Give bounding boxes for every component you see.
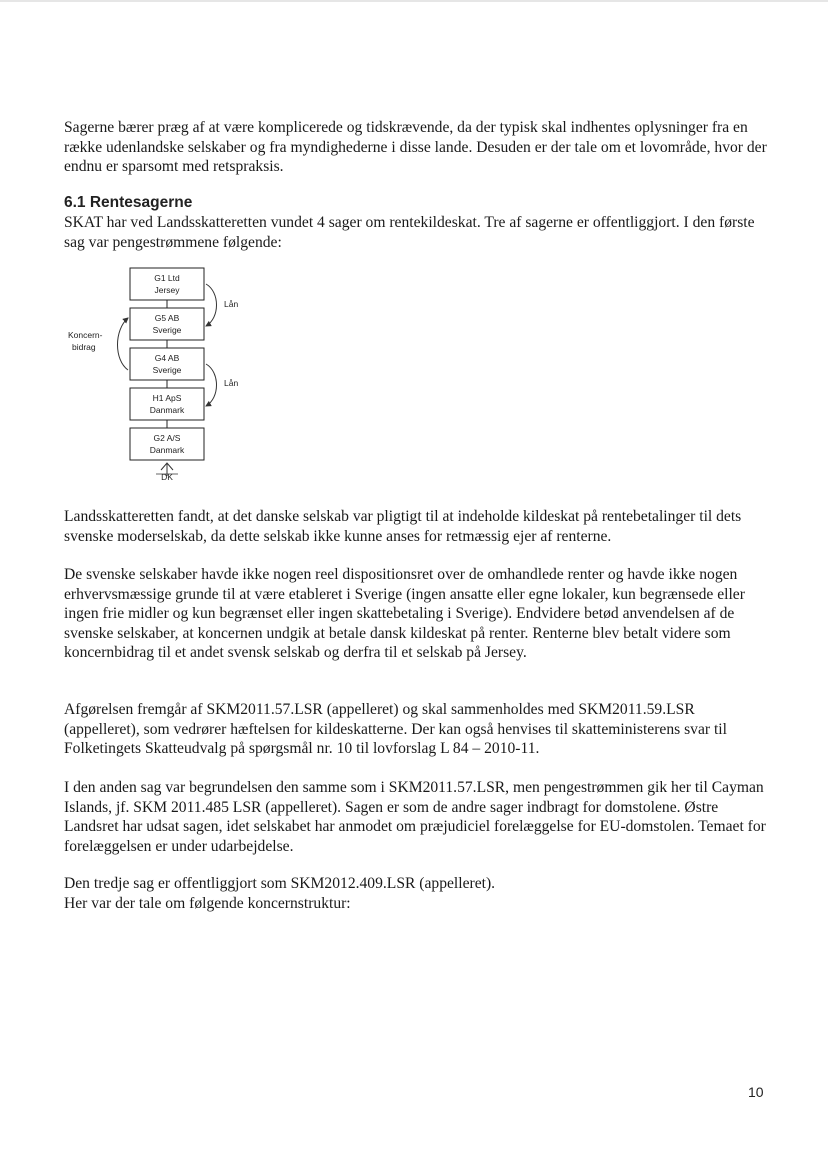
entity-g5-country: Sverige: [152, 325, 182, 335]
group-contribution-label-2: bidrag: [72, 342, 96, 352]
paragraph-tribunal-finding: Landsskatteretten fandt, at det danske selskab var pligtigt til at indeholde kildeskat på rentebetalinger til dets svenske moderselskab, da dette selskab ikke kunne anses for retmæssig ejer af renterne.: [64, 508, 742, 545]
dk-label: DK: [161, 472, 173, 482]
corporate-structure-diagram: [60, 262, 260, 484]
entity-box-g2: [130, 428, 204, 460]
third-case-line-2: Her var der tale om følgende koncernstruktur:: [64, 894, 351, 912]
entity-g1-name: G1 Ltd: [154, 273, 180, 283]
third-case-line-1: Den tredje sag er offentliggjort som SKM2012.409.LSR (appelleret).: [64, 875, 496, 892]
entity-g1-country: Jersey: [154, 285, 180, 295]
entity-g5-name: G5 AB: [154, 313, 180, 323]
loan-arrow-2: [206, 364, 217, 406]
entity-g2-name: G2 A/S: [153, 433, 181, 443]
entity-g4-country: Sverige: [152, 365, 182, 375]
entity-box-h1: [130, 388, 204, 420]
group-contribution-arrow: [118, 318, 129, 370]
loan-arrow-1: [206, 284, 217, 326]
page-top-border: [0, 0, 828, 2]
loan-label-1: Lån: [224, 299, 239, 309]
entity-box-g4: [130, 348, 204, 380]
paragraph-decision-reference: Afgørelsen fremgår af SKM2011.57.LSR (appelleret) og skal sammenholdes med SKM2011.59.LSR (appelleret), som vedrører hæftelsen for kildeskatterne. Der kan også henvises til skatteministerens svar til Folketingets Skatteudvalg på spørgsmål nr. 10 til lovforslag L 84 – 2010-11.: [64, 701, 727, 757]
entity-box-g1: [130, 268, 204, 300]
entity-h1-country: Danmark: [149, 405, 185, 415]
paragraph-case-intro: SKAT har ved Landsskatteretten vundet 4 sager om rentekildeskat. Tre af sagerne er offentliggjort. I den første sag var pengestrømmene følgende:: [64, 214, 755, 251]
entity-g2-country: Danmark: [149, 445, 185, 455]
page-number: 10: [748, 1084, 764, 1100]
paragraph-intro: Sagerne bærer præg af at være komplicerede og tidskrævende, da der typisk skal indhentes oplysninger fra en række udenlandske selskaber og fra myndighederne i disse lande. Desuden er der tale om et lovområde, hvor der endnu er sparsomt med retspraksis.: [64, 119, 767, 175]
group-contribution-label-1: Koncern-: [68, 330, 103, 340]
section-heading: 6.1 Rentesagerne: [64, 194, 193, 211]
entity-h1-name: H1 ApS: [152, 393, 182, 403]
entity-g4-name: G4 AB: [154, 353, 180, 363]
loan-label-2: Lån: [224, 378, 239, 388]
paragraph-swedish-companies: De svenske selskaber havde ikke nogen reel dispositionsret over de omhandlede renter og havde ikke nogen erhvervsmæssige grunde til at være etableret i Sverige (ingen ansatte eller egne lokaler, kun begrænsede eller ingen frie midler og kun begrænset eller ingen skattebetaling i Sverige). Endvidere betød anvendelsen af de svenske selskaber, at koncernen undgik at betale dansk kildeskat på renter. Renterne blev betalt videre som koncernbidrag til et andet svensk selskab og derfra til et selskab på Jersey.: [64, 566, 745, 661]
paragraph-third-case: [64, 874, 774, 913]
entity-box-g5: [130, 308, 204, 340]
paragraph-second-case: I den anden sag var begrundelsen den samme som i SKM2011.57.LSR, men pengestrømmen gik her til Cayman Islands, jf. SKM 2011.485 LSR (appelleret). Sagen er som de andre sager indbragt for domstolene. Østre Landsret har udsat sagen, idet selskabet har anmodet om præjudiciel forelæggelse for EU-domstolen. Temaet for forelæggelsen er under udarbejdelse.: [64, 779, 766, 855]
